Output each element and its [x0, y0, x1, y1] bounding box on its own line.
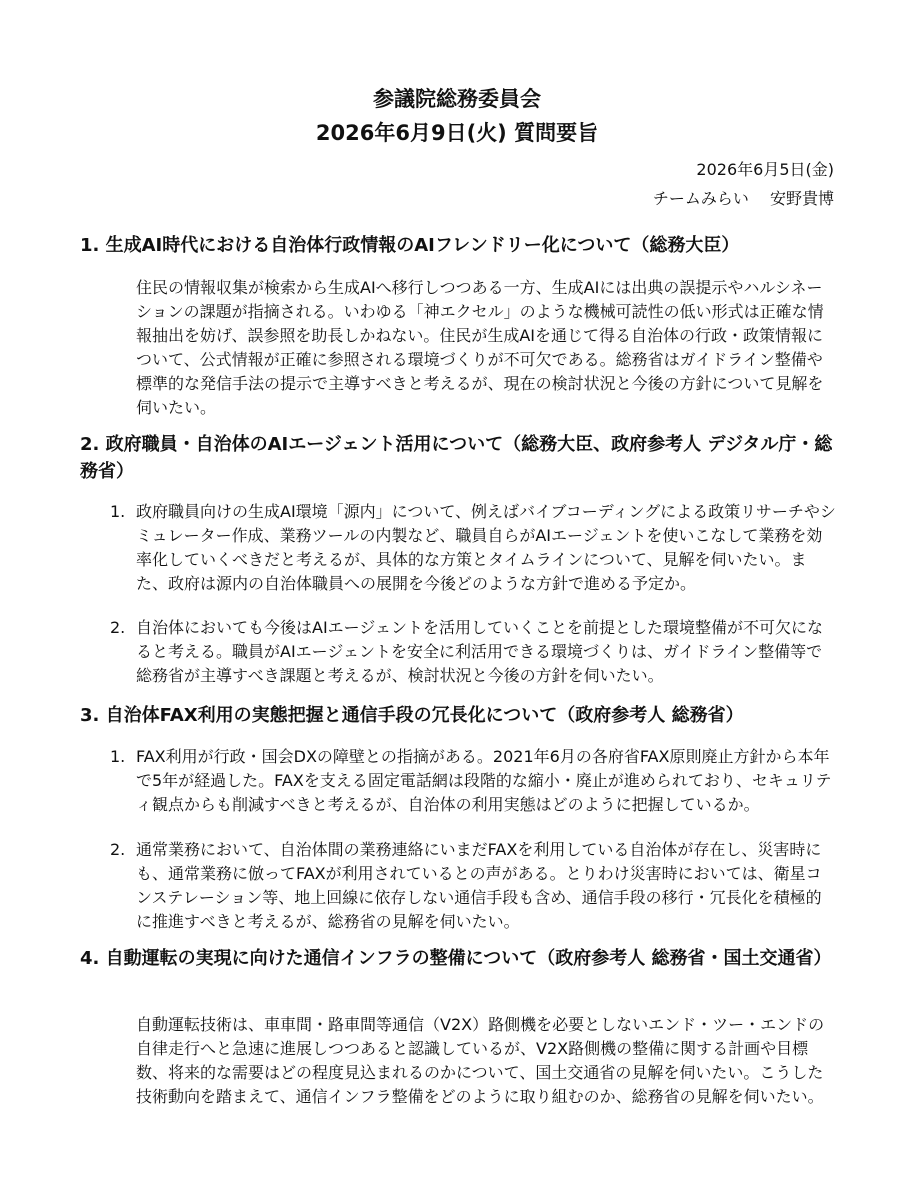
section-4-body: 自動運転技術は、車車間・路車間等通信（V2X）路側機を必要としないエンド・ツー・エンドの自律走行へと急速に進展しつつあると認識しているが、V2X路側機の整備に関する計画や目標数、将来的な需要はどの程度見込まれるのかについて、国土交通省の見解を伺いたい。こうした技術動向を踏まえて、通信インフラ整備をどのように取り組むのか、総務省の見解を伺いたい。	[136, 1015, 825, 1106]
section-1-heading: 1. 生成AI時代における自治体行政情報のAIフレンドリー化について（総務大臣）	[80, 235, 740, 256]
item-number: 1.	[110, 502, 126, 521]
item-number: 2.	[110, 618, 126, 637]
section-2-item-2	[110, 616, 836, 688]
section-3-item-2	[110, 838, 836, 934]
item-text: 通常業務において、自治体間の業務連絡にいまだFAXを利用している自治体が存在し、災害時にも、通常業務に倣ってFAXが利用されているとの声がある。とりわけ災害時においては、衛星コンステレーション等、地上回線に依存しない通信手段も含め、通信手段の移行・冗長化を積極的に推進すべきと考えるが、総務省の見解を伺いたい。	[136, 840, 822, 931]
section-2-heading: 2. 政府職員・自治体のAIエージェント活用について（総務大臣、政府参考人 デジタル庁・総務省）	[80, 434, 833, 482]
section-2-item-1	[110, 500, 836, 620]
item-text: 自治体においても今後はAIエージェントを活用していくことを前提とした環境整備が不可欠になると考える。職員がAIエージェントを安全に利活用できる環境づくりは、ガイドライン整備等で総務省が主導すべき課題と考えるが、検討状況と今後の方針を伺いたい。	[136, 618, 824, 685]
submission-date: 2026年6月5日(金)	[696, 160, 834, 179]
committee-title: 参議院総務委員会	[373, 87, 541, 111]
section-3-heading: 3. 自治体FAX利用の実態把握と通信手段の冗長化について（政府参考人 総務省）	[80, 705, 744, 726]
item-text: 政府職員向けの生成AI環境「源内」について、例えばバイブコーディングによる政策リサーチやシミュレーター作成、業務ツールの内製など、職員自らがAIエージェントを使いこなして業務を効率化していくべきだと考えるが、具体的な方策とタイムラインについて、見解を伺いたい。また、政府は源内の自治体職員への展開を今後どのような方針で進める予定か。	[136, 502, 836, 593]
item-text: FAX利用が行政・国会DXの障壁との指摘がある。2021年6月の各府省FAX原則廃止方針から本年で5年が経過した。FAXを支える固定電話網は段階的な縮小・廃止が進められており、セキュリティ観点からも削減すべきと考えるが、自治体の利用実態はどのように把握しているか。	[136, 747, 832, 814]
item-number: 1.	[110, 747, 126, 766]
section-3-item-1	[110, 745, 836, 841]
section-1-body: 住民の情報収集が検索から生成AIへ移行しつつある一方、生成AIには出典の誤提示やハルシネーションの課題が指摘される。いわゆる「神エクセル」のような機械可読性の低い形式は正確な情報抽出を妨げ、誤参照を助長しかねない。住民が生成AIを通じて得る自治体の行政・政策情報について、公式情報が正確に参照される環境づくりが不可欠である。総務省はガイドライン整備や標準的な発信手法の提示で主導すべきと考えるが、現在の検討状況と今後の方針について見解を伺いたい。	[136, 278, 824, 417]
session-title: 2026年6月9日(火) 質問要旨	[315, 121, 599, 145]
item-number: 2.	[110, 840, 126, 859]
author-name: チームみらい 安野貴博	[652, 189, 834, 208]
section-4-heading: 4. 自動運転の実現に向けた通信インフラの整備について（政府参考人 総務省・国土交通省）	[80, 948, 832, 969]
